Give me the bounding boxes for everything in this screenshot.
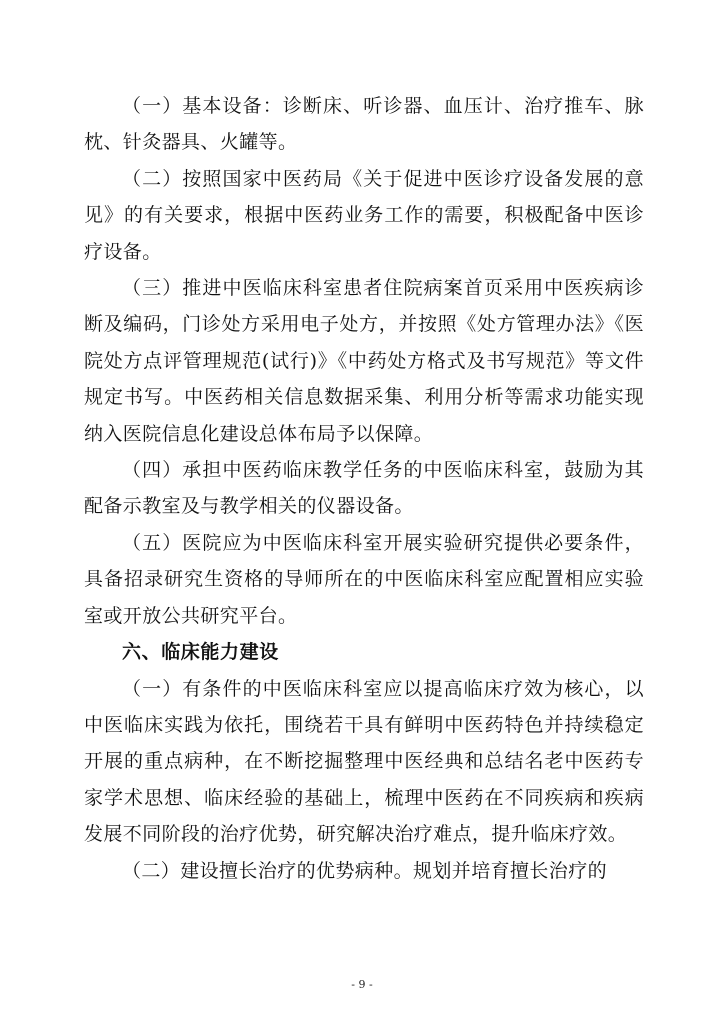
page-number: - 9 -	[351, 978, 373, 991]
paragraph-diagnostic-equipment: （二）按照国家中医药局《关于促进中医诊疗设备发展的意见》的有关要求，根据中医药业务工作的需要，积极配备中医诊疗设备。	[84, 167, 644, 263]
paragraph-electronic-records: （三）推进中医临床科室患者住院病案首页采用中医疾病诊断及编码，门诊处方采用电子处方，并按照《处方管理办法》《医院处方点评管理规范(试行)》《中药处方格式及书写规范》等文件规定书写。中医药相关信息数据采集、利用分析等需求功能实现纳入医院信息化建设总体布局予以保障。	[84, 277, 644, 445]
page-body	[84, 88, 644, 889]
paragraph-research-conditions: （五）医院应为中医临床科室开展实验研究提供必要条件，具备招录研究生资格的导师所在的中医临床科室应配置相应实验室或开放公共研究平台。	[84, 531, 644, 627]
paragraph-advantage-diseases: （二）建设擅长治疗的优势病种。规划并培育擅长治疗的	[122, 859, 608, 882]
paragraph-teaching-equipment: （四）承担中医药临床教学任务的中医临床科室，鼓励为其配备示教室及与教学相关的仪器设备。	[84, 459, 644, 518]
section-heading: 六、临床能力建设	[122, 641, 279, 664]
paragraph-basic-equipment: （一）基本设备：诊断床、听诊器、血压计、治疗推车、脉枕、针灸器具、火罐等。	[84, 95, 644, 154]
paragraph-clinical-efficacy: （一）有条件的中医临床科室应以提高临床疗效为核心，以中医临床实践为依托，围绕若干具有鲜明中医药特色并持续稳定开展的重点病种，在不断挖掘整理中医经典和总结名老中医药专家学术思想、临床经验的基础上，梳理中医药在不同疾病和疾病发展不同阶段的治疗优势，研究解决治疗难点，提升临床疗效。	[84, 677, 644, 846]
